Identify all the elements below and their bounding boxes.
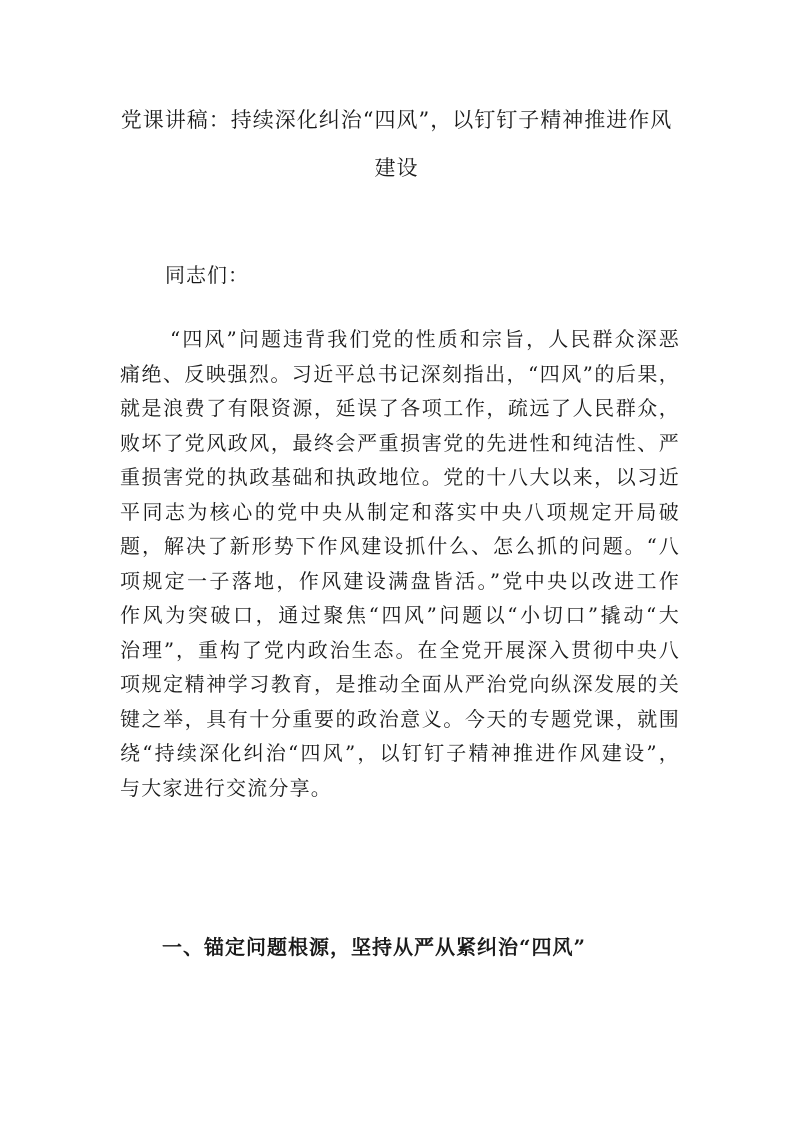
paragraph-line: 绕“持续深化纠治“四风”，以钉钉子精神推进作风建设”， [120, 741, 680, 765]
document-title [100, 96, 693, 192]
paragraph-line: 题，解决了新形势下作风建设抓什么、怎么抓的问题。“八 [120, 534, 680, 558]
title-line-1: 党课讲稿：持续深化纠治“四风”，以钉钉子精神推进作风 [120, 108, 673, 132]
paragraph-line: “四风”问题违背我们党的性质和宗旨，人民群众深恶 [170, 327, 680, 351]
paragraph-line: 治理”，重构了党内政治生态。在全党开展深入贯彻中央八 [120, 637, 680, 662]
greeting: 同志们： [165, 263, 249, 287]
section-heading: 一、锚定问题根源，坚持从严从紧纠治“四风” [162, 935, 587, 959]
paragraph-line: 键之举，具有十分重要的政治意义。今天的专题党课，就围 [120, 706, 680, 731]
paragraph-line: 败坏了党风政风，最终会严重损害党的先进性和纯洁性、严 [120, 430, 680, 455]
paragraph-line: 平同志为核心的党中央从制定和落实中央八项规定开局破 [120, 499, 680, 524]
body-paragraph [120, 322, 680, 805]
paragraph-line: 痛绝、反映强烈。习近平总书记深刻指出，“四风”的后果， [120, 361, 680, 386]
title-line-2: 建设 [374, 156, 419, 180]
paragraph-line: 作风为突破口，通过聚焦“四风”问题以“小切口”撬动“大 [120, 603, 680, 627]
paragraph-line: 就是浪费了有限资源，延误了各项工作，疏远了人民群众， [120, 396, 680, 420]
paragraph-line: 项规定精神学习教育，是推动全面从严治党向纵深发展的关 [120, 672, 680, 696]
paragraph-line: 与大家进行交流分享。 [120, 775, 332, 800]
paragraph-line: 重损害党的执政基础和执政地位。党的十八大以来，以习近 [120, 465, 680, 489]
paragraph-line: 项规定一子落地，作风建设满盘皆活。”党中央以改进工作 [120, 568, 680, 593]
